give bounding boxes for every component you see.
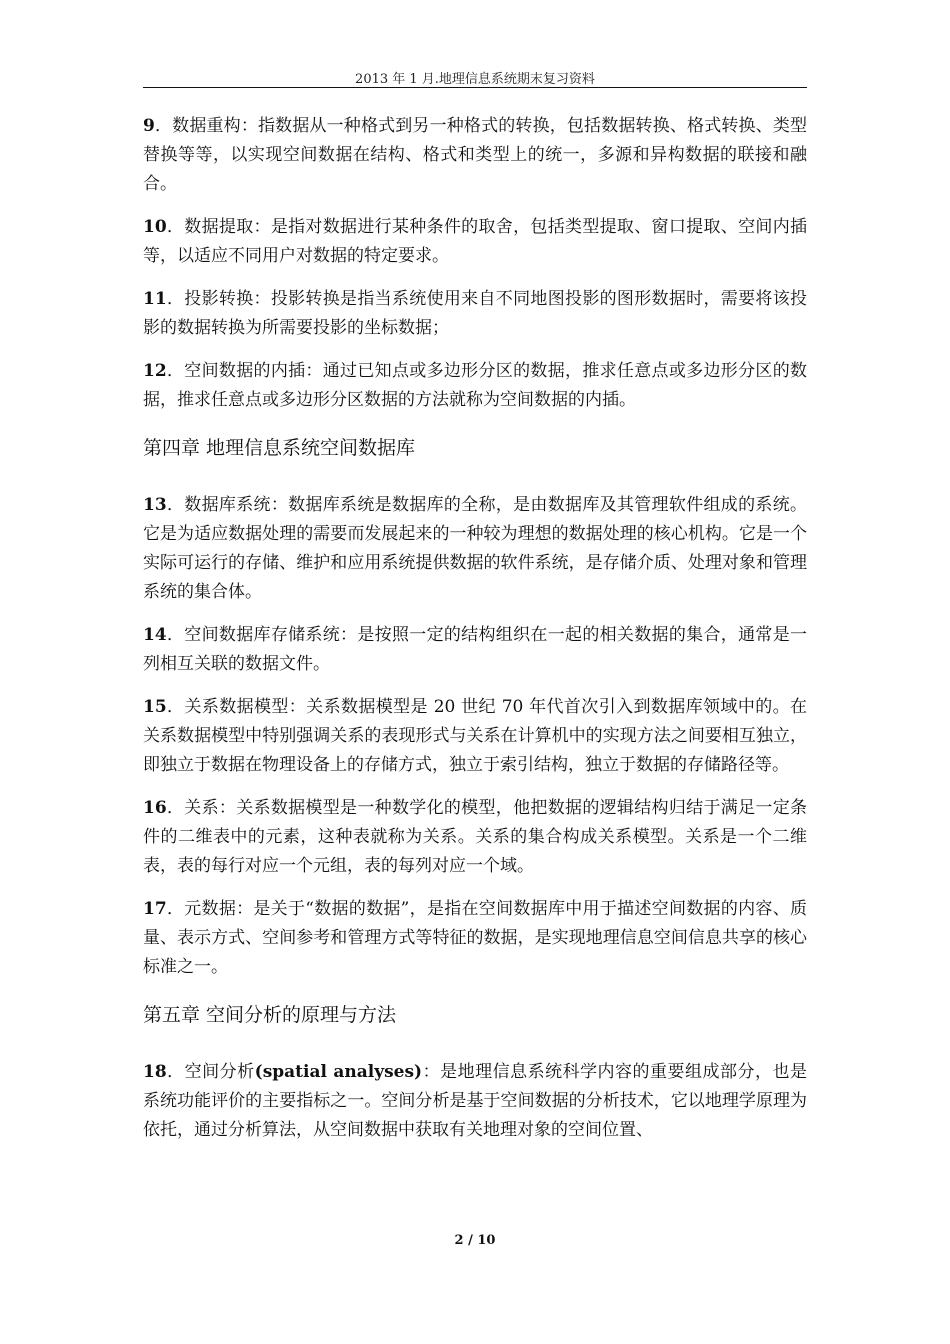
item-text: ．数据提取：是指对数据进行某种条件的取舍，包括类型提取、窗口提取、空间内插等，以适应不同用户对数据的特定要求。: [143, 217, 807, 266]
item-number: 13: [143, 495, 167, 515]
item-14: [143, 621, 807, 679]
item-17: [143, 895, 807, 982]
item-text: ．元数据：是关于“数据的数据”，是指在空间数据库中用于描述空间数据的内容、质量、表示方式、空间参考和管理方式等特征的数据，是实现地理信息空间信息共享的核心标准之一。: [143, 899, 807, 977]
item-number: 9: [143, 116, 155, 136]
item-number: 11: [143, 289, 167, 309]
item-text: ：是地理信息系统科学内容的重要组成部分，也是系统功能评价的主要指标之一。空间分析是基于空间数据的分析技术，它以地理学原理为依托，通过分析算法，从空间数据中获取有关地理对象的空间位置、: [143, 1062, 808, 1140]
page-header: 2013 年 1 月.地理信息系统期末复习资料: [355, 72, 595, 87]
header-rule: [143, 87, 807, 88]
document-body: [143, 112, 807, 1159]
item-16: [143, 794, 807, 881]
item-15: [143, 693, 807, 780]
item-number: 12: [143, 361, 167, 381]
item-text: ．关系数据模型：关系数据模型是 20 世纪 70 年代首次引入到数据库领域中的。在关系数据模型中特别强调关系的表现形式与关系在计算机中的实现方法之间要相互独立，即独立于数据在物理设备上的存储方式，独立于索引结构，独立于数据的存储路径等。: [143, 697, 807, 775]
item-11: [143, 285, 807, 343]
item-9: [143, 112, 807, 199]
item-18: [143, 1058, 807, 1145]
item-text: ．数据库系统：数据库系统是数据库的全称，是由数据库及其管理软件组成的系统。它是为适应数据处理的需要而发展起来的一种较为理想的数据处理的核心机构。它是一个实际可运行的存储、维护和应用系统提供数据的软件系统，是存储介质、处理对象和管理系统的集合体。: [143, 495, 807, 602]
page-number: 2 / 10: [454, 1233, 496, 1248]
item-number: 10: [143, 217, 167, 237]
item-term: (spatial analyses): [254, 1062, 423, 1082]
chapter-heading-4: 第四章 地理信息系统空间数据库: [143, 437, 416, 459]
item-text-pre: ．空间分析: [166, 1062, 255, 1082]
item-number: 18: [143, 1062, 167, 1082]
item-12: [143, 357, 807, 415]
item-text: ．投影转换：投影转换是指当系统使用来自不同地图投影的图形数据时，需要将该投影的数据转换为所需要投影的坐标数据；: [143, 289, 807, 338]
item-number: 14: [143, 625, 167, 645]
item-number: 15: [143, 697, 167, 717]
item-10: [143, 213, 807, 271]
item-text: ．数据重构：指数据从一种格式到另一种格式的转换，包括数据转换、格式转换、类型替换等等，以实现空间数据在结构、格式和类型上的统一，多源和异构数据的联接和融合。: [143, 116, 807, 194]
item-text: ．空间数据的内插：通过已知点或多边形分区的数据，推求任意点或多边形分区的数据，推求任意点或多边形分区数据的方法就称为空间数据的内插。: [143, 361, 807, 410]
chapter-heading-5: 第五章 空间分析的原理与方法: [143, 1004, 397, 1026]
item-text: ．空间数据库存储系统：是按照一定的结构组织在一起的相关数据的集合，通常是一列相互关联的数据文件。: [143, 625, 807, 674]
item-number: 16: [143, 798, 167, 818]
item-text: ．关系：关系数据模型是一种数学化的模型，他把数据的逻辑结构归结于满足一定条件的二维表中的元素，这种表就称为关系。关系的集合构成关系模型。关系是一个二维表，表的每行对应一个元组，表的每列对应一个域。: [143, 798, 807, 876]
item-13: [143, 491, 807, 607]
item-number: 17: [143, 899, 167, 919]
